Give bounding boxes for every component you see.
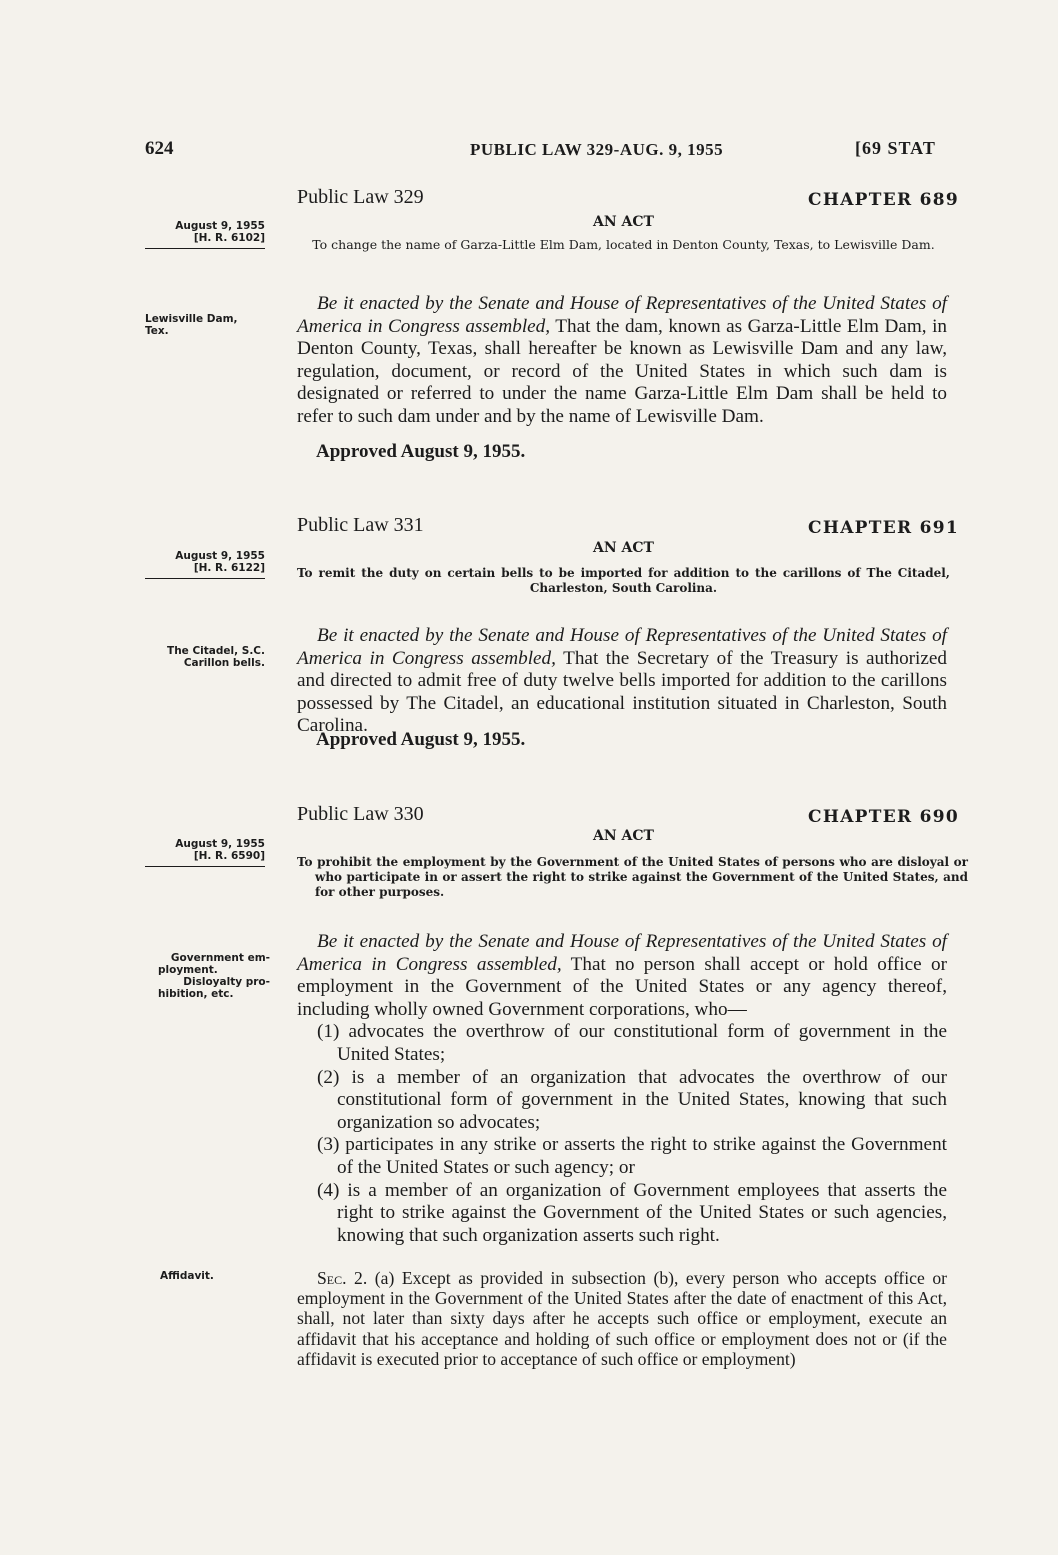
- margin-topic-line: ployment.: [158, 964, 218, 976]
- public-law-330-heading: Public Law 330: [297, 803, 424, 825]
- list-item: [297, 1134, 947, 1179]
- margin-date-bill-329: [145, 220, 265, 249]
- an-act-label: AN ACT: [593, 214, 654, 230]
- chapter-691: CHAPTER 691: [808, 518, 960, 538]
- enacting-clause: Be it enacted by the Senate and House of Representatives of the United States of America in Congress assembled,: [297, 931, 947, 975]
- an-act-label: AN ACT: [593, 540, 654, 556]
- margin-date: August 9, 1955: [175, 220, 265, 232]
- margin-bill: [H. R. 6102]: [193, 232, 265, 244]
- act-body-331: [297, 625, 947, 738]
- margin-topic-citadel: [145, 645, 265, 669]
- list-item: [297, 1067, 947, 1135]
- running-title: PUBLIC LAW 329-AUG. 9, 1955: [470, 140, 724, 159]
- section-body: (a) Except as provided in subsection (b), every person who accepts office or employment in the Government of the United States after the date of enactment of this Act, shall, not later than sixty days after he accepts such office or employment, execute an affidavit that his acceptance and holding of such office or employment does not or (if the affidavit is executed prior to acceptance of such office or employment): [297, 1268, 947, 1369]
- enacting-clause: Be it enacted by the Senate and House of Representatives of the United States of America in Congress assembled,: [297, 625, 947, 669]
- margin-topic-line: Disloyalty pro-: [183, 976, 270, 988]
- act-caption-329: To change the name of Garza-Little Elm Dam, located in Denton County, Texas, to Lewisville Dam.: [312, 237, 935, 252]
- margin-topic-government-employment: [145, 952, 270, 1000]
- list-item: [297, 1180, 947, 1248]
- act-caption-330: To prohibit the employment by the Government of the United States of persons who are disloyal or who participate in or assert the right to strike against the Government of the United States, and for other purposes.: [297, 855, 968, 899]
- act-text: That the dam, known as Garza-Little Elm Dam, in Denton County, Texas, shall hereafter be known as Lewisville Dam and any law, regulation, document, or record of the United States in which such dam is designated or referred to under the name Garza-Little Elm Dam shall be held to refer to such dam under and by the name of Lewisville Dam.: [297, 315, 948, 427]
- section-label: Sec. 2.: [317, 1268, 368, 1288]
- margin-topic-lewisville: [145, 313, 270, 337]
- margin-topic-line: The Citadel, S.C.: [167, 645, 265, 657]
- item-text: advocates the overthrow of our constitutional form of government in the United States;: [337, 1021, 947, 1065]
- volume-reference: [69 STAT: [855, 138, 936, 158]
- margin-date: August 9, 1955: [175, 838, 265, 850]
- chapter-690: CHAPTER 690: [808, 807, 960, 827]
- approved-date-329: Approved August 9, 1955.: [316, 441, 526, 462]
- act-body-329: [297, 293, 947, 429]
- margin-date-bill-330: [145, 838, 265, 867]
- item-text: participates in any strike or asserts the right to strike against the Government of the United States or such agency; or: [337, 1134, 948, 1178]
- public-law-331-heading: Public Law 331: [297, 514, 424, 536]
- margin-topic-affidavit: Affidavit.: [160, 1270, 214, 1282]
- chapter-689: CHAPTER 689: [808, 190, 960, 210]
- act-body-330: [297, 931, 947, 1247]
- margin-topic-line: Lewisville Dam,: [145, 313, 238, 325]
- enacting-clause: Be it enacted by the Senate and House of Representatives of the United States of America in Congress assembled,: [297, 293, 947, 337]
- list-item: [297, 1021, 947, 1066]
- item-label: (1): [317, 1021, 340, 1043]
- margin-topic-line: Tex.: [145, 325, 169, 337]
- margin-topic-line: Government em-: [170, 952, 270, 964]
- item-text: is a member of an organization that advocates the overthrow of our constitutional form of government in the United States, knowing that such organization so advocates;: [337, 1066, 948, 1133]
- item-label: (4): [317, 1179, 340, 1201]
- margin-date: August 9, 1955: [175, 550, 265, 562]
- margin-bill: [H. R. 6590]: [193, 850, 265, 862]
- public-law-329-heading: Public Law 329: [297, 186, 424, 208]
- an-act-label: AN ACT: [593, 828, 654, 844]
- margin-topic-line: Carillon bells.: [183, 657, 265, 669]
- section-2-text: [297, 1268, 947, 1369]
- item-label: (2): [317, 1066, 340, 1088]
- margin-date-bill-331: [145, 550, 265, 579]
- item-text: is a member of an organization of Government employees that asserts the right to strike against the Government of the United States or such agencies, knowing that such organization asserts such right.: [337, 1179, 948, 1246]
- act-caption-331: To remit the duty on certain bells to be imported for addition to the carillons of The Citadel, Charleston, South Carolina.: [297, 566, 950, 595]
- approved-date-331: Approved August 9, 1955.: [316, 729, 526, 750]
- item-label: (3): [317, 1134, 340, 1156]
- margin-topic-line: hibition, etc.: [158, 988, 234, 1000]
- act-text: That the Secretary of the Treasury is authorized and directed to admit free of duty twelve bells imported for addition to the carillons possessed by The Citadel, an educational institution situated in Charleston, South Carolina.: [297, 647, 948, 737]
- margin-bill: [H. R. 6122]: [193, 562, 265, 574]
- act-text: That no person shall accept or hold office or employment in the Government of the United States or any agency thereof, including wholly owned Government corporations, who—: [297, 953, 947, 1020]
- page-number: 624: [145, 138, 174, 159]
